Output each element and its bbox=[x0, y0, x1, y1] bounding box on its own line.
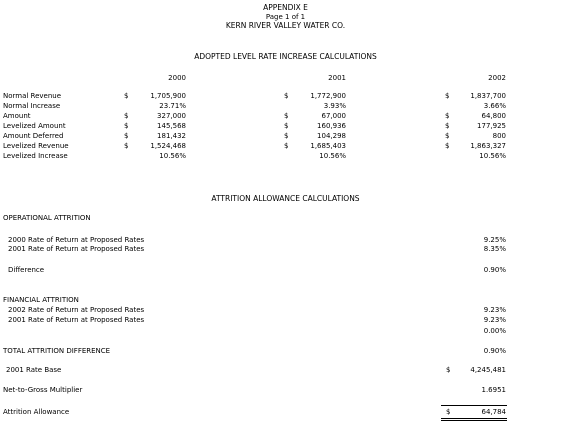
rate-cell-value: 23.71% bbox=[159, 102, 186, 110]
rate-cell-dollar: $ bbox=[445, 122, 450, 130]
financial-row1-label: 2002 Rate of Return at Proposed Rates bbox=[8, 306, 145, 314]
rate-cell-dollar: $ bbox=[124, 92, 129, 100]
attrition-section-title: ATTRITION ALLOWANCE CALCULATIONS bbox=[211, 194, 360, 203]
rate-cell-value: 67,000 bbox=[321, 112, 346, 120]
rate-cell-value: 1,837,700 bbox=[470, 92, 506, 100]
rate-cell-value: 177,925 bbox=[477, 122, 506, 130]
rate-row-label: Amount bbox=[3, 112, 31, 120]
rate-cell-dollar: $ bbox=[284, 142, 289, 150]
company-name: KERN RIVER VALLEY WATER CO. bbox=[225, 21, 346, 30]
year-header-2001: 2001 bbox=[328, 74, 346, 82]
total-attrition-value: 0.90% bbox=[483, 347, 506, 355]
rate-cell-value: 1,685,403 bbox=[310, 142, 346, 150]
allowance-top-rule bbox=[441, 405, 507, 406]
financial-difference-value: 0.00% bbox=[483, 327, 506, 335]
financial-row2-label: 2001 Rate of Return at Proposed Rates bbox=[8, 316, 145, 324]
rate-cell-dollar: $ bbox=[284, 112, 289, 120]
rate-cell-value: 10.56% bbox=[479, 152, 506, 160]
rate-cell-value: 145,568 bbox=[157, 122, 186, 130]
rate-row-label: Normal Revenue bbox=[3, 92, 62, 100]
rate-cell-dollar: $ bbox=[445, 142, 450, 150]
page-number: Page 1 of 1 bbox=[265, 13, 306, 21]
rate-cell-value: 1,705,900 bbox=[150, 92, 186, 100]
rate-cell-value: 800 bbox=[492, 132, 506, 140]
rate-row-label: Levelized Revenue bbox=[3, 142, 69, 150]
rate-cell-value: 3.66% bbox=[483, 102, 506, 110]
rate-cell-value: 327,000 bbox=[157, 112, 186, 120]
rate-cell-dollar: $ bbox=[284, 122, 289, 130]
operational-difference-value: 0.90% bbox=[483, 266, 506, 274]
operational-row1-label: 2000 Rate of Return at Proposed Rates bbox=[8, 236, 145, 244]
rate-cell-value: 104,298 bbox=[317, 132, 346, 140]
rate-cell-dollar: $ bbox=[124, 112, 129, 120]
operational-row1-value: 9.25% bbox=[483, 236, 506, 244]
rate-cell-value: 10.56% bbox=[319, 152, 346, 160]
rate-cell-value: 160,936 bbox=[317, 122, 346, 130]
rate-row-label: Normal Increase bbox=[3, 102, 61, 110]
operational-row2-label: 2001 Rate of Return at Proposed Rates bbox=[8, 245, 145, 253]
rate-base-label: 2001 Rate Base bbox=[6, 366, 62, 374]
rate-cell-dollar: $ bbox=[445, 112, 450, 120]
rate-cell-dollar: $ bbox=[124, 122, 129, 130]
financial-row2-value: 9.23% bbox=[483, 316, 506, 324]
rate-row-label: Levelized Increase bbox=[3, 152, 68, 160]
allowance-double-rule-1 bbox=[441, 418, 507, 419]
rate-cell-value: 3.93% bbox=[323, 102, 346, 110]
financial-attrition-heading: FINANCIAL ATTRITION bbox=[3, 296, 79, 304]
total-attrition-label: TOTAL ATTRITION DIFFERENCE bbox=[3, 347, 111, 355]
year-header-2000: 2000 bbox=[168, 74, 186, 82]
rate-cell-value: 1,772,900 bbox=[310, 92, 346, 100]
rate-cell-value: 10.56% bbox=[159, 152, 186, 160]
rate-row-label: Amount Deferred bbox=[3, 132, 64, 140]
rate-base-dollar: $ bbox=[446, 366, 451, 374]
multiplier-label: Net-to-Gross Multiplier bbox=[3, 386, 83, 394]
rate-row-label: Levelized Amount bbox=[3, 122, 66, 130]
rate-cell-dollar: $ bbox=[124, 132, 129, 140]
operational-row2-value: 8.35% bbox=[483, 245, 506, 253]
rate-cell-value: 1,863,327 bbox=[470, 142, 506, 150]
allowance-dollar: $ bbox=[446, 408, 451, 416]
rate-cell-dollar: $ bbox=[124, 142, 129, 150]
attrition-allowance-value: 64,784 bbox=[481, 408, 506, 416]
rate-cell-dollar: $ bbox=[284, 92, 289, 100]
multiplier-value: 1.6951 bbox=[481, 386, 506, 394]
attrition-allowance-label: Attrition Allowance bbox=[3, 408, 70, 416]
rate-cell-value: 64,800 bbox=[481, 112, 506, 120]
rate-cell-dollar: $ bbox=[445, 132, 450, 140]
year-header-2002: 2002 bbox=[488, 74, 506, 82]
rate-cell-value: 181,432 bbox=[157, 132, 186, 140]
operational-difference-label: Difference bbox=[8, 266, 45, 274]
rate-section-title: ADOPTED LEVEL RATE INCREASE CALCULATIONS bbox=[194, 52, 377, 61]
operational-attrition-heading: OPERATIONAL ATTRITION bbox=[3, 214, 91, 222]
rate-base-value: 4,245,481 bbox=[470, 366, 506, 374]
rate-cell-dollar: $ bbox=[284, 132, 289, 140]
rate-cell-dollar: $ bbox=[445, 92, 450, 100]
rate-cell-value: 1,524,468 bbox=[150, 142, 186, 150]
appendix-title: APPENDIX E bbox=[263, 3, 308, 12]
allowance-double-rule-2 bbox=[441, 420, 507, 421]
financial-row1-value: 9.23% bbox=[483, 306, 506, 314]
